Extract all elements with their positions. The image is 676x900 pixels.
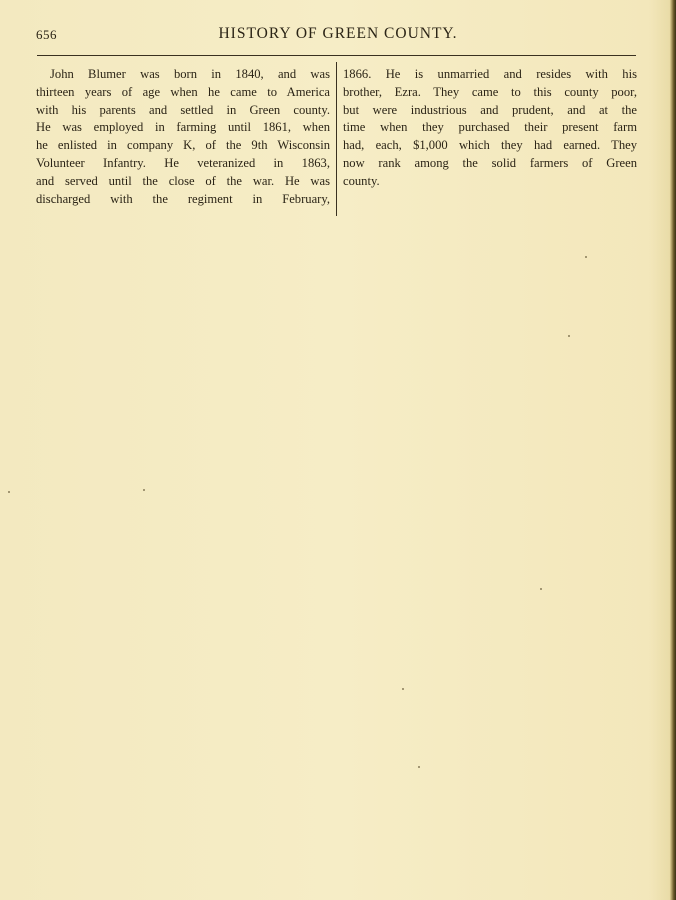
paper-speck [8,491,10,493]
right-column [343,66,637,191]
header-rule [37,55,636,56]
page-number: 656 [36,27,57,42]
text-line: and served until the close of the war. He was [36,173,330,188]
paper-speck [402,688,404,690]
text-line: thirteen years of age when he came to America [36,84,330,99]
text-line: Volunteer Infantry. He veteranized in 1863, [36,155,330,170]
paper-speck [585,256,587,258]
column-divider [336,62,337,216]
paper-speck [568,335,570,337]
paper-speck [540,588,542,590]
text-line: time when they purchased their present farm [343,120,637,135]
text-line: brother, Ezra. They came to this county poor, [343,84,637,99]
paper-speck [418,766,420,768]
text-line: he enlisted in company K, of the 9th Wisconsin [36,138,330,153]
text-line: 1866. He is unmarried and resides with his [343,67,637,81]
running-head: HISTORY OF GREEN COUNTY. [218,25,458,42]
text-line: discharged with the regiment in February, [36,191,330,206]
text-line: but were industrious and prudent, and at the [343,102,637,117]
text-line: county. [343,173,380,188]
text-line: He was employed in farming until 1861, when [36,120,330,135]
text-line: with his parents and settled in Green county. [36,102,330,117]
text-line: had, each, $1,000 which they had earned. They [343,138,637,153]
left-column [36,66,330,208]
text-line: now rank among the solid farmers of Green [343,155,637,170]
page-edge-shadow [670,0,676,900]
text-line: John Blumer was born in 1840, and was [50,67,330,81]
paper-speck [143,489,145,491]
